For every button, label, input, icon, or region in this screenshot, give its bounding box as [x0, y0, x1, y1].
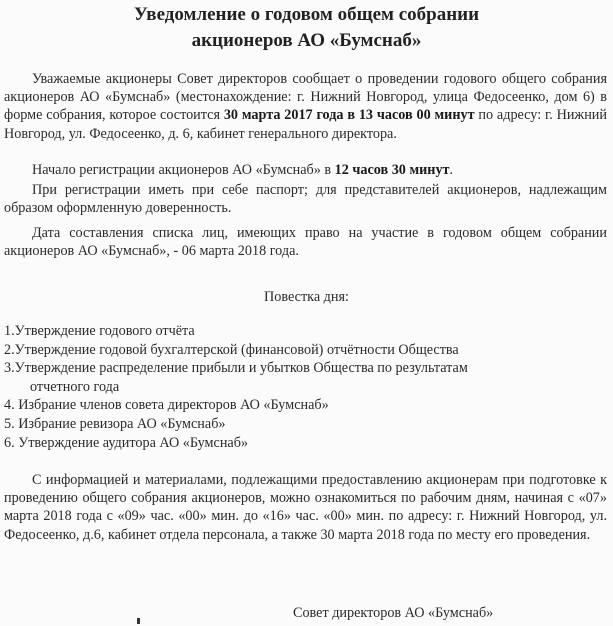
- title-line-1: Уведомление о годовом общем собрании: [133, 4, 480, 25]
- agenda-item-text: 6. Утверждение аудитора АО «Бумснаб»: [4, 434, 249, 451]
- registration-text-start: Начало регистрации акционеров АО «Бумснаб» в: [32, 162, 335, 178]
- agenda-item: [4, 341, 604, 360]
- agenda-item: [4, 359, 604, 396]
- agenda-item: [4, 322, 604, 341]
- document-title: [0, 2, 613, 54]
- agenda-item-text: 5. Избрание ревизора АО «Бумснаб»: [4, 415, 226, 432]
- registration-text-end: .: [449, 162, 454, 178]
- agenda-item-text: 4. Избрание членов совета директоров АО «Бумснаб»: [4, 397, 329, 414]
- agenda-item: [4, 396, 604, 415]
- agenda-heading: Повестка дня:: [264, 289, 349, 305]
- agenda-item: [4, 415, 604, 434]
- intro-text-start: Уважаемые акционеры Совет директоров сообщает о проведении годового общего собрания акционеров АО «Бумснаб» (местонахождение: г. Нижний Новгород, улица Федосеенко, дом 6) в форме собрания, которое состоится: [4, 71, 607, 124]
- agenda-item-continuation: отчетного года: [30, 378, 120, 395]
- meeting-date-time: 30 марта 2017 года в 13 часов 00 минут: [223, 107, 475, 124]
- registration-paragraph: [4, 161, 607, 179]
- list-date-paragraph: Дата составления списка лиц, имеющих право на участие в годовом общем собрании акционеров АО «Бумснаб», - 06 марта 2018 года.: [4, 225, 607, 260]
- materials-paragraph: С информацией и материалами, подлежащими предоставлению акционерам при подготовке к проведению общего собрания акционеров, можно ознакомиться по рабочим дням, начиная с «07» марта 2018 года с «09» час. «00» мин. до «16» час. «00» мин. по адресу: г. Нижний Новгород, ул. Федосеенко, д.6, кабинет отдела персонала, а также 30 марта 2018 года по месту его проведения.: [4, 472, 607, 543]
- title-line-2: акционеров АО «Бумснаб»: [191, 30, 422, 51]
- documents-paragraph: При регистрации иметь при себе паспорт; для представителей акционеров, надлежащим образом оформленную доверенность.: [4, 182, 607, 217]
- agenda-list: [4, 322, 604, 452]
- intro-text-end: по адресу: г. Нижний Новгород, ул. Федосеенко, д. 6, кабинет генерального директора.: [4, 107, 607, 142]
- agenda-item-text: 3.Утверждение распределение прибыли и убытков Общества по результатам: [4, 360, 468, 377]
- scan-speck: [137, 618, 140, 624]
- agenda-item: [4, 434, 604, 453]
- signature-line: Совет директоров АО «Бумснаб»: [293, 605, 494, 621]
- intro-paragraph: [4, 70, 607, 143]
- agenda-item-text: 1.Утверждение годового отчёта: [4, 323, 195, 339]
- registration-time: 12 часов 30 минут: [334, 162, 450, 178]
- agenda-item-text: 2.Утверждение годовой бухгалтерской (финансовой) отчётности Общества: [4, 341, 459, 358]
